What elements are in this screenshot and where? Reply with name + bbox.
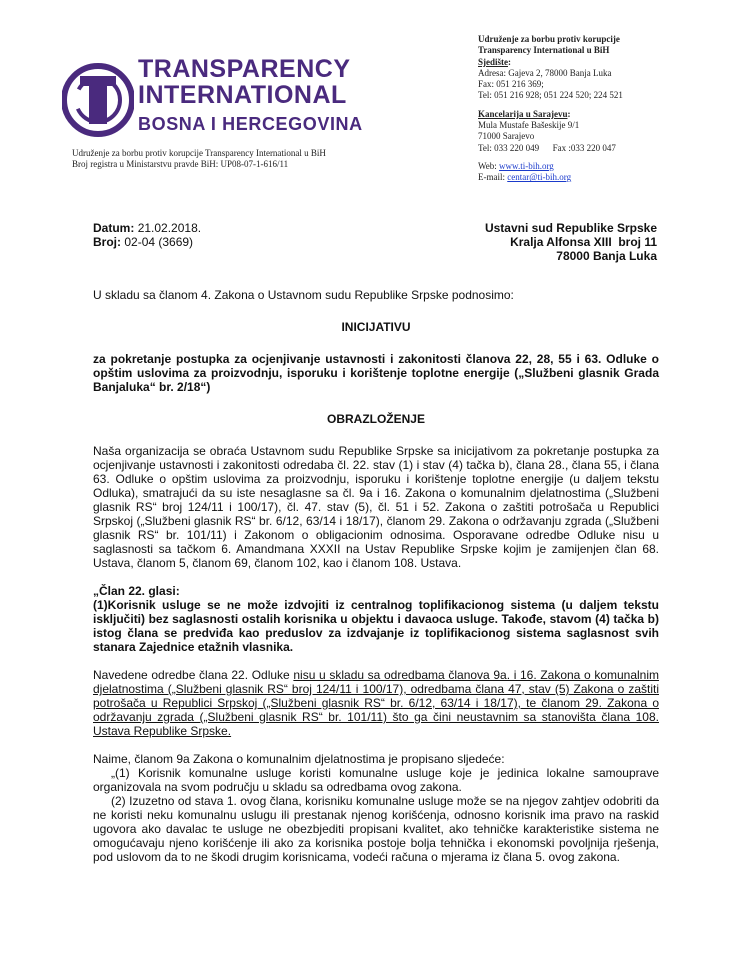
contact-office-street: Mula Mustafe Bašeskije 9/1 bbox=[478, 120, 580, 131]
logo-line-transparency: TRANSPARENCY bbox=[138, 55, 351, 83]
initiative-heading: INICIJATIVU bbox=[341, 320, 411, 334]
recipient-line1: Ustavni sud Republike Srpske bbox=[484, 221, 657, 235]
quote-title: „Član 22. glasi: bbox=[93, 584, 180, 598]
logo-line-country: BOSNA I HERCEGOVINA bbox=[138, 114, 363, 134]
contact-org-line1: Udruženje za borbu protiv korupcije bbox=[478, 34, 620, 44]
contact-web: Web: www.ti-bih.org bbox=[478, 160, 554, 171]
number-line: Broj: 02-04 (3669) bbox=[93, 235, 194, 249]
contact-email: E-mail: centar@ti-bih.org bbox=[478, 172, 572, 183]
org-reg-line2: Broj registra u Ministarstvu pravde BiH: UP08-07-1-616/11 bbox=[72, 159, 289, 169]
document-meta bbox=[93, 221, 201, 249]
ti-logo-emblem-icon bbox=[62, 56, 134, 140]
initiative-subject: za pokretanje postupka za ocjenjivanje ustavnosti i zakonitosti članova 22, 28, 55 i 63. Odluke o opštim uslovima za proizvodnju, isporuku i korištenje toplotne energije („Službeni glasnik Grada Banjaluka“ br. 2/18“) bbox=[93, 352, 659, 394]
document-body bbox=[93, 288, 659, 864]
law-quote-item-1: „(1) Korisnik komunalne usluge koristi komunalne usluge koje je jedinica lokalne samouprave organizovala na svom području u skladu sa odredbama ovog zakona. bbox=[93, 766, 659, 794]
ti-logo bbox=[62, 56, 362, 144]
contact-office-tel: Tel: 033 220 049 Fax :033 220 047 bbox=[478, 142, 616, 153]
contact-hq-tel: Tel: 051 216 928; 051 224 520; 224 521 bbox=[478, 90, 623, 101]
logo-line-international: INTERNATIONAL bbox=[138, 81, 347, 109]
date-line: Datum: 21.02.2018. bbox=[93, 221, 202, 235]
email-link[interactable]: centar@ti-bih.org bbox=[507, 172, 572, 183]
contact-hq-address: Adresa: Gajeva 2, 78000 Banja Luka bbox=[478, 67, 612, 78]
law-quote-item-2: (2) Izuzetno od stava 1. ovog člana, korisniku komunalne usluge može se na njegov zahtjev odobriti da ne koristi neku komunalnu uslugu ili prestanak njenog korišćenja, odnosno korisnik ima pravo na raskid ugovora ako davalac te usluge ne obezbjediti propisani kvalitet, ako tehničke karakteristike sistema ne omogućavaju njeno korišćenje ili ako za korisnika postoje bolja tehnička i ekonomski povoljnija rješenja, pod uslovom da to ne škodi drugim korisnicama, vodeći računa o mjerama iz člana 5. ovog zakona. bbox=[93, 794, 659, 864]
contact-org-line2: Transparency International u BiH bbox=[478, 45, 610, 56]
intro-paragraph: U skladu sa članom 4. Zakona o Ustavnom sudu Republike Srpske podnosimo: bbox=[93, 288, 514, 302]
rationale-paragraph-3: Naime, članom 9a Zakona o komunalnim djelatnostima je propisano sljedeće: bbox=[93, 752, 505, 766]
contact-hq-fax: Fax: 051 216 369; bbox=[478, 79, 544, 90]
recipient-line2: Kralja Alfonsa XIII broj 11 bbox=[510, 235, 657, 249]
quote-text: (1)Korisnik usluge se ne može izdvojiti iz centralnog toplifikacionog sistema (u daljem tekstu isključiti) bez saglasnosti ostalih korisnika u objektu i davaoca usluge. Takođe, stavom (4) tačka b) istog člana se predviđa kao preduslov za izdvajanje iz toplifikacionog sistema saglasnost svih stanara Zajednice etažnih vlasnika. bbox=[93, 598, 659, 654]
org-reg-line1: Udruženje za borbu protiv korupcije Transparency International u BiH bbox=[72, 148, 326, 158]
org-registration bbox=[72, 148, 326, 170]
contact-hq-label: Sjedište: bbox=[478, 56, 511, 67]
rationale-paragraph-1: Naša organizacija se obraća Ustavnom sudu Republike Srpske sa inicijativom za pokretanje postupka za ocjenjivanje ustavnosti i zakonitosti odredaba čl. 22. stav (1) i stav (4) tačka b), člana 28., člana 55, i člana 63. Odluke o opštim uslovima za proizvodnju, isporuku i korištenje toplotne energije (u daljem tekstu Odluka), smatrajući da su iste nesaglasne sa čl. 9a i 16. Zakona o komunalnim djelatnostima („Službeni glasnik RS“ broj 124/11 i 100/17), čl. 47. stav (5), čl. 51 i 52. Zakona o zaštiti potrošača u Republici Srpskoj („Službeni glasnik RS“ br. 6/12, 63/14 i 18/17), članom 29. Zakona o održavanju zgrada („Službeni glasnik RS“ br. 101/11) i Zakonom o obligacionim odnosima. Osporavane odredbe Odluke nisu u saglasnosti sa tačkom 6. Amandmana XXXII na Ustav Republike Srpske kojim je zamijenjen član 68. Ustava, članom 5, članom 69, članom 102, kao i članom 108. Ustava. bbox=[93, 444, 659, 570]
recipient-line3: 78000 Banja Luka bbox=[556, 249, 657, 263]
recipient-address bbox=[485, 221, 657, 263]
contact-office-city: 71000 Sarajevo bbox=[478, 131, 535, 142]
contact-office-label: Kancelarija u Sarajevu: bbox=[478, 108, 571, 119]
contact-block bbox=[478, 34, 738, 184]
web-link[interactable]: www.ti-bih.org bbox=[499, 160, 554, 171]
rationale-heading: OBRAZLOŽENJE bbox=[326, 412, 425, 426]
rationale-paragraph-2: Navedene odredbe člana 22. Odluke nisu u skladu sa odredbama članova 9a. i 16. Zakona o komunalnim djelatnostima („Službeni glasnik RS“ broj 124/11 i 100/17), odredbama člana 47, stav (5) Zakona o zaštiti potrošača u Republici Srpskoj („Službeni glasnik RS“ br. 6/12, 63/14 i 18/17), te članom 29. Zakona o održavanju zgrada („Službeni glasnik RS“ br. 101/11) što ga čini neustavnim sa stanovišta člana 108. Ustava Republike Srpske. bbox=[93, 668, 660, 738]
